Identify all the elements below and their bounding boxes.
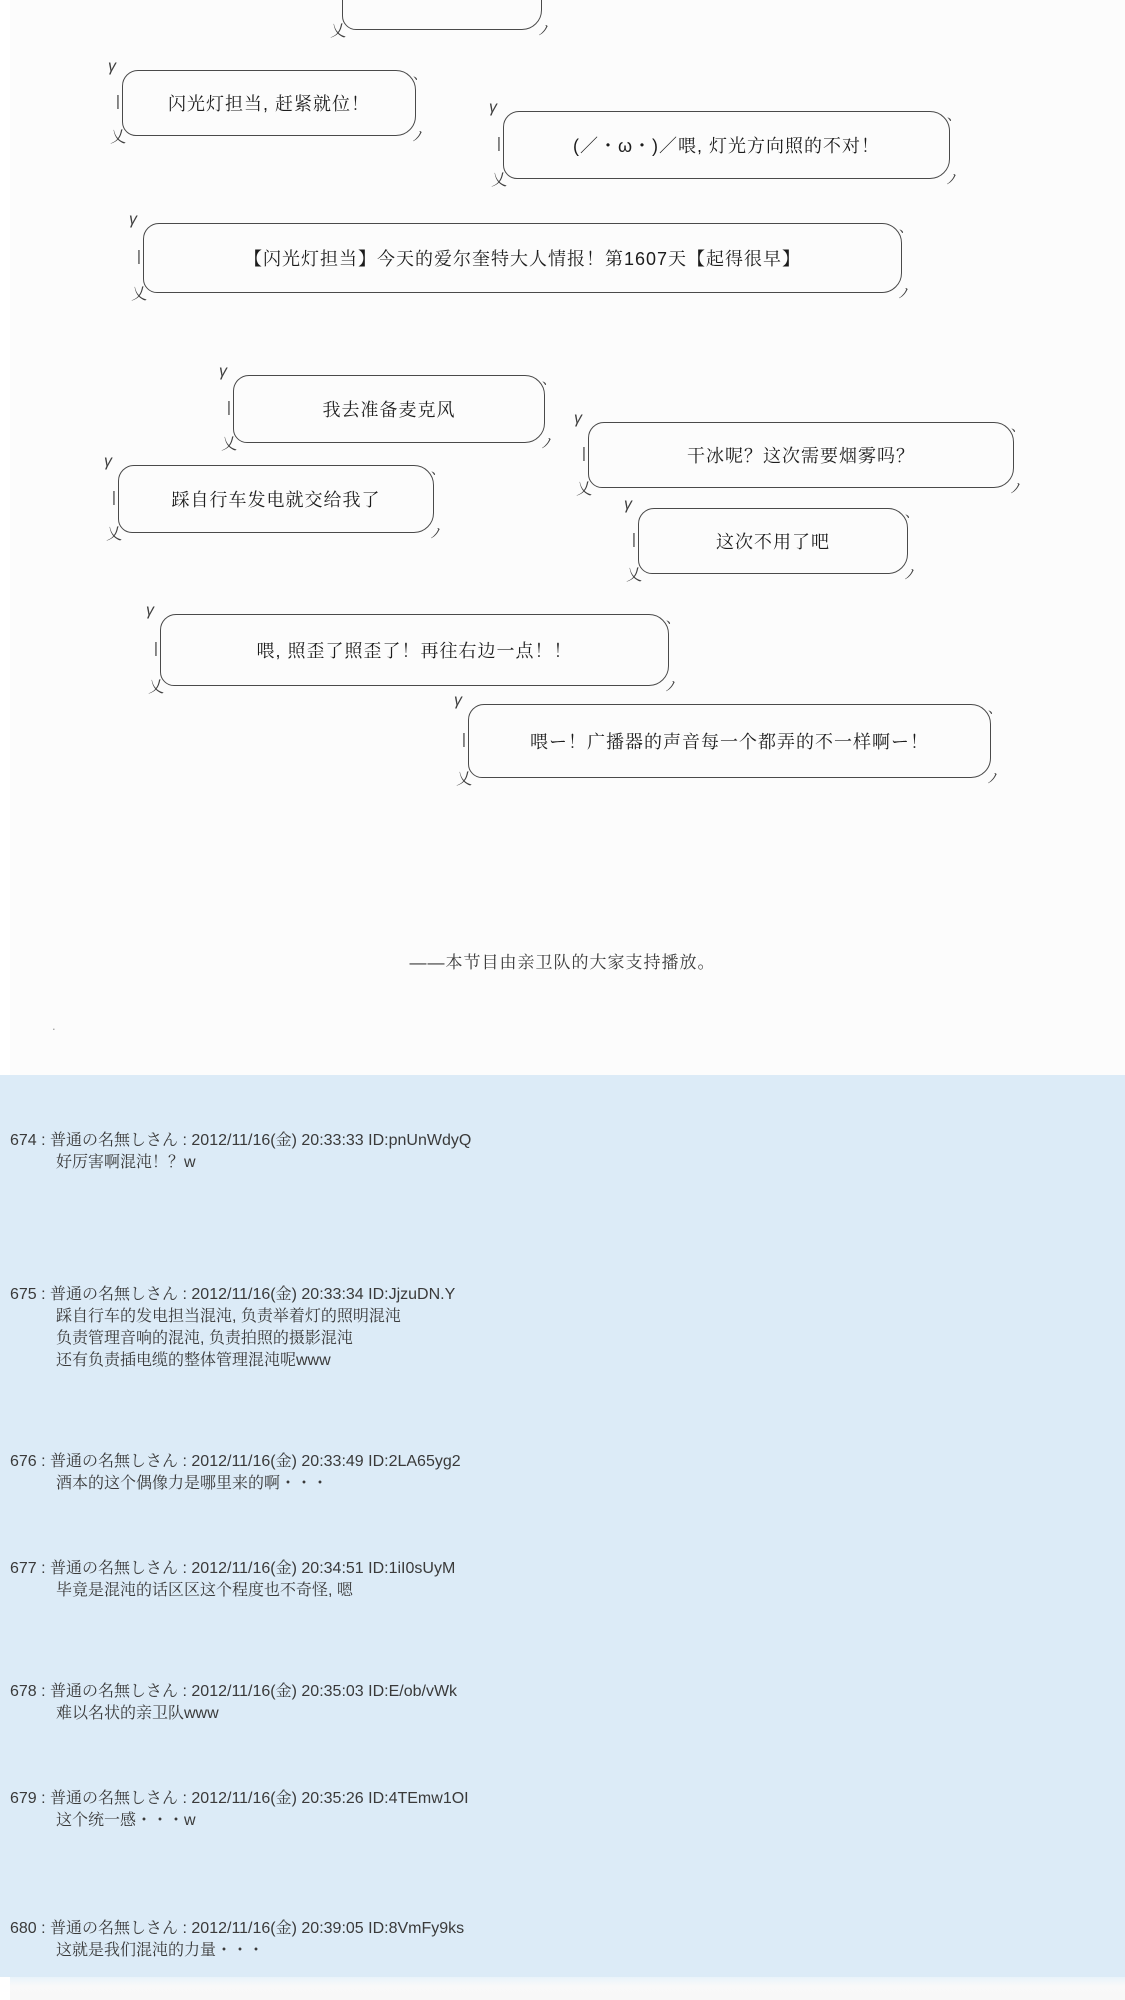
bubble-hook: ノ — [664, 678, 679, 694]
bubble-text: (／・ω・)／喂, 灯光方向照的不对！ — [572, 136, 881, 156]
bubble-tail-gamma: γ — [489, 99, 498, 116]
speech-bubble-2 — [489, 99, 962, 189]
bubble-tick: 、 — [905, 504, 920, 520]
bubble-tick: 、 — [988, 700, 1003, 716]
post-header: 677 : 普通の名無しさん : 2012/11/16(金) 20:34:51 ID:1iI0sUyM — [10, 1560, 456, 1577]
post-datetime: 2012/11/16(金) 20:33:34 — [191, 1286, 364, 1303]
post-author: 普通の名無しさん — [50, 1132, 179, 1149]
bubble-text: 闪光灯担当, 赶紧就位！ — [167, 94, 370, 114]
post-line: 难以名状的亲卫队www — [56, 1705, 219, 1722]
bubble-tail-x: 乂 — [148, 679, 166, 696]
bubble-tail-x: 乂 — [221, 436, 239, 453]
bubble-tail-x: 乂 — [106, 526, 124, 543]
bubble-hook: ノ — [1009, 480, 1024, 496]
post-id: ID:E/ob/vWk — [368, 1683, 458, 1700]
post-body — [56, 1306, 1110, 1372]
post-id: ID:pnUnWdyQ — [368, 1132, 472, 1149]
post-datetime: 2012/11/16(金) 20:35:03 — [191, 1683, 364, 1700]
post-datetime: 2012/11/16(金) 20:34:51 — [191, 1560, 364, 1577]
bubble-text: 我去准备麦克风 — [322, 400, 456, 420]
speech-bubble-1 — [108, 58, 428, 146]
left-margin-strip — [0, 0, 10, 1075]
bubble-text: 这次不用了吧 — [716, 532, 830, 552]
post-datetime: 2012/11/16(金) 20:33:49 — [191, 1453, 364, 1470]
bubble-tail-x: 乂 — [626, 567, 644, 584]
post-author: 普通の名無しさん — [50, 1920, 179, 1937]
post-line: 负责管理音响的混沌, 负责拍照的摄影混沌 — [56, 1330, 353, 1347]
post-author: 普通の名無しさん — [50, 1286, 179, 1303]
post-datetime: 2012/11/16(金) 20:39:05 — [191, 1920, 364, 1937]
bubble-hook: ノ — [986, 770, 1001, 786]
page-footer — [0, 1977, 1125, 2000]
post-line: 踩自行车的发电担当混沌, 负责举着灯的照明混沌 — [56, 1308, 401, 1325]
bubble-tail-x: 乂 — [330, 23, 348, 40]
post-id: ID:JjzuDN.Y — [368, 1286, 456, 1303]
post-number: 678 — [10, 1683, 37, 1700]
bubble-tail-bar: | — [462, 731, 467, 748]
bubble-tick: 、 — [666, 610, 681, 626]
bubble-tail-bar: | — [227, 399, 232, 416]
post-675 — [0, 1284, 1110, 1372]
speech-bubble-9 — [454, 692, 1003, 788]
bubble-tail-bar: | — [632, 531, 637, 548]
bubble-hook: ノ — [429, 525, 444, 541]
speech-bubble-5 — [574, 410, 1026, 498]
post-author: 普通の名無しさん — [50, 1453, 179, 1470]
stray-mark: . — [52, 1018, 56, 1033]
post-number: 675 — [10, 1286, 37, 1303]
post-line: 毕竟是混沌的话区区这个程度也不奇怪, 嗯 — [56, 1582, 353, 1599]
bubble-hook: ノ — [897, 285, 912, 301]
bubble-hook: ノ — [411, 128, 426, 144]
post-678 — [0, 1681, 1110, 1725]
bubble-text: 喂ー！广播器的声音每一个都弄的不一样啊ー！ — [530, 732, 929, 752]
bubble-tail-gamma: γ — [108, 58, 117, 75]
bubble-text: 踩自行车发电就交给我了 — [171, 490, 381, 510]
post-header: 674 : 普通の名無しさん : 2012/11/16(金) 20:33:33 ID:pnUnWdyQ — [10, 1132, 472, 1149]
bubble-tick: 、 — [947, 107, 962, 123]
post-header: 679 : 普通の名無しさん : 2012/11/16(金) 20:35:26 ID:4TEmw1OI — [10, 1790, 469, 1807]
bubble-tick: 、 — [413, 66, 428, 82]
speech-bubble-4 — [219, 363, 557, 453]
post-679 — [0, 1788, 1110, 1832]
post-line: 好厉害啊混沌！？w — [56, 1154, 196, 1171]
footer-left-notch — [0, 1977, 10, 2000]
bubble-hook: ノ — [537, 22, 552, 38]
bubble-tail-x: 乂 — [131, 286, 149, 303]
post-id: ID:8VmFy9ks — [368, 1920, 465, 1937]
post-number: 676 — [10, 1453, 37, 1470]
post-body — [56, 1703, 1110, 1725]
post-677 — [0, 1558, 1110, 1602]
bubble-tail-x: 乂 — [110, 129, 128, 146]
post-number: 680 — [10, 1920, 37, 1937]
speech-bubble-8 — [146, 602, 681, 696]
bubble-tail-gamma: γ — [624, 496, 633, 513]
post-author: 普通の名無しさん — [50, 1560, 179, 1577]
bubble-text: 【闪光灯担当】今天的爱尔奎特大人情报！第1607天【起得很早】 — [243, 249, 802, 269]
bubble-tail-gamma: γ — [454, 692, 463, 709]
bubble-tick: 、 — [1011, 418, 1026, 434]
speech-bubble-3 — [129, 211, 914, 303]
post-author: 普通の名無しさん — [50, 1683, 179, 1700]
post-number: 679 — [10, 1790, 37, 1807]
bubble-tail-gamma: γ — [574, 410, 583, 427]
post-676 — [0, 1451, 1110, 1495]
narration-line: ——本节目由亲卫队的大家支持播放。 — [409, 953, 716, 972]
bubble-hook: ノ — [945, 171, 960, 187]
bubble-tail-bar: | — [112, 489, 117, 506]
bubble-tail-gamma: γ — [129, 211, 138, 228]
bubble-hook: ノ — [903, 566, 918, 582]
post-body — [56, 1580, 1110, 1602]
thread-posts — [0, 1075, 1125, 1977]
bubble-tail-x: 乂 — [576, 481, 594, 498]
post-body — [56, 1473, 1110, 1495]
bubble-tick: 、 — [431, 461, 446, 477]
bubble-tail-x: 乂 — [456, 771, 474, 788]
bubble-tail-bar: | — [137, 248, 142, 265]
post-body — [56, 1940, 1110, 1962]
speech-bubble-6 — [104, 453, 446, 543]
post-body — [56, 1152, 1110, 1174]
post-id: ID:2LA65yg2 — [368, 1453, 461, 1470]
bubble-tail-bar: | — [116, 93, 121, 110]
post-header: 680 : 普通の名無しさん : 2012/11/16(金) 20:39:05 ID:8VmFy9ks — [10, 1920, 465, 1937]
post-number: 677 — [10, 1560, 37, 1577]
post-number: 674 — [10, 1132, 37, 1149]
bubble-tail-x: 乂 — [491, 172, 509, 189]
post-line: 这就是我们混沌的力量・・・ — [56, 1942, 265, 1959]
post-680 — [0, 1918, 1110, 1962]
post-line: 还有负责插电缆的整体管理混沌呢www — [56, 1352, 331, 1369]
bubble-tick: 、 — [899, 219, 914, 235]
post-line: 酒本的这个偶像力是哪里来的啊・・・ — [56, 1475, 329, 1492]
bubble-tail-gamma: γ — [146, 602, 155, 619]
bubble-tail-bar: | — [497, 135, 502, 152]
post-id: ID:1iI0sUyM — [368, 1560, 456, 1577]
bubble-tail-bar: | — [582, 445, 587, 462]
post-datetime: 2012/11/16(金) 20:35:26 — [191, 1790, 364, 1807]
post-line: 这个统一感・・・w — [56, 1812, 196, 1829]
post-id: ID:4TEmw1OI — [368, 1790, 469, 1807]
bubble-tail-gamma: γ — [104, 453, 113, 470]
post-header: 676 : 普通の名無しさん : 2012/11/16(金) 20:33:49 ID:2LA65yg2 — [10, 1453, 461, 1470]
bubble-text: 喂, 照歪了照歪了！再往右边一点！！ — [256, 641, 573, 661]
post-datetime: 2012/11/16(金) 20:33:33 — [191, 1132, 364, 1149]
speech-bubble-7 — [624, 496, 920, 584]
bubble-hook: ノ — [540, 435, 555, 451]
bubble-text: 干冰呢？这次需要烟雾吗？ — [687, 446, 915, 466]
post-author: 普通の名無しさん — [50, 1790, 179, 1807]
bubble-tail-gamma: γ — [219, 363, 228, 380]
post-header: 678 : 普通の名無しさん : 2012/11/16(金) 20:35:03 ID:E/ob/vWk — [10, 1683, 458, 1700]
bubble-tick: 、 — [542, 371, 557, 387]
bubble-tail-bar: | — [154, 640, 159, 657]
speech-bubble-cutoff — [330, 0, 552, 40]
post-674 — [0, 1130, 1110, 1174]
post-body — [56, 1810, 1110, 1832]
post-header: 675 : 普通の名無しさん : 2012/11/16(金) 20:33:34 ID:JjzuDN.Y — [10, 1286, 456, 1303]
